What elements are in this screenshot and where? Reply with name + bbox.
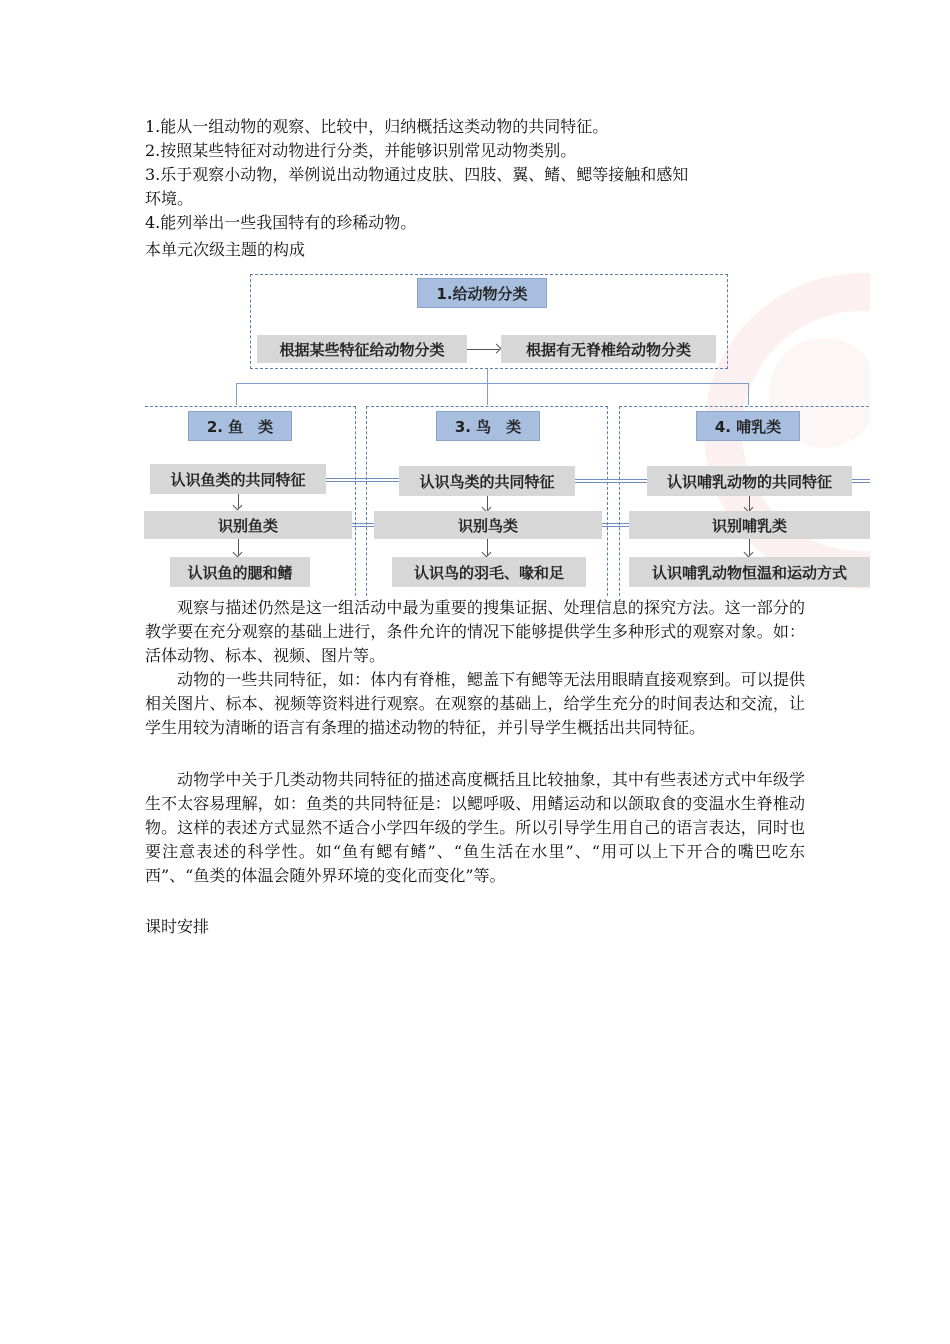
connector-line [236, 383, 237, 405]
objective-4: 4.能列举出一些我国特有的珍稀动物。 [145, 213, 417, 232]
connector-line [748, 383, 749, 405]
objective-3-cont: 环境。 [145, 189, 194, 208]
fish-item-2-label: 识别鱼类 [217, 516, 278, 535]
unit-structure-diagram [144, 263, 870, 596]
down-arrow-icon [238, 494, 239, 508]
objective-2: 2.按照某些特征对动物进行分类，并能够识别常见动物类别。 [145, 141, 577, 160]
mammal-item-1 [647, 466, 852, 496]
mammal-item-1-label: 认识哺乳动物的共同特征 [666, 472, 832, 491]
mammal-title-box [696, 411, 800, 441]
bird-title: 3. 鸟 类 [454, 417, 522, 436]
double-connector [575, 479, 647, 483]
paragraph-zoology: 动物学中关于几类动物共同特征的描述高度概括且比较抽象，其中有些表述方式中年级学生不太容易理解，如：鱼类的共同特征是：以鳃呼吸、用鳍运动和以颌取食的变温水生脊椎动物。这样的表述方式显然不适合小学四年级的学生。所以引导学生用自己的语言表达，同时也要注意表述的科学性。如“鱼有鳃有鳍”、“鱼生活在水里”、“用可以上下开合的嘴巴吃东西”、“鱼类的体温会随外界环境的变化而变化”等。 [145, 770, 805, 885]
down-arrow-icon [487, 539, 488, 555]
objective-3: 3.乐于观察小动物，举例说出动物通过皮肤、四肢、翼、鳍、鳃等接触和感知 [145, 165, 689, 184]
double-connector [352, 523, 374, 527]
top-title: 1.给动物分类 [436, 284, 528, 303]
double-connector [602, 523, 629, 527]
fish-item-1-label: 认识鱼类的共同特征 [170, 470, 306, 489]
bird-item-1-label: 认识鸟类的共同特征 [419, 472, 555, 491]
fish-item-3-label: 认识鱼的腮和鳍 [187, 563, 293, 582]
connector-line [236, 383, 748, 384]
bird-item-3-label: 认识鸟的羽毛、喙和足 [413, 563, 564, 582]
top-title-box [417, 278, 547, 308]
top-right-label: 根据有无脊椎给动物分类 [525, 340, 691, 359]
paragraph-common-features: 动物的一些共同特征，如：体内有脊椎，鳃盖下有鳃等无法用眼睛直接观察到。可以提供相关图片、标本、视频等资料进行观察。在观察的基础上，给学生充分的时间表达和交流，让学生用较为清晰的语言有条理的描述动物的特征，并引导学生概括出共同特征。 [145, 670, 805, 737]
fish-item-3 [170, 557, 310, 587]
down-arrow-icon [238, 539, 239, 555]
fish-title: 2. 鱼 类 [206, 417, 274, 436]
connector-line [487, 369, 488, 383]
double-connector [852, 479, 870, 483]
bird-item-2 [374, 511, 602, 539]
fish-item-1 [150, 464, 326, 494]
objective-1: 1.能从一组动物的观察、比较中，归纳概括这类动物的共同特征。 [145, 117, 609, 136]
down-arrow-icon [487, 496, 488, 510]
fish-item-2 [144, 511, 352, 539]
mammal-title: 4. 哺乳类 [714, 417, 782, 436]
paragraph-observation: 观察与描述仍然是这一组活动中最为重要的搜集证据、处理信息的探究方法。这一部分的教学要在充分观察的基础上进行，条件允许的情况下能够提供学生多种形式的观察对象。如：活体动物、标本、视频、图片等。 [145, 598, 805, 665]
bird-item-1 [399, 466, 575, 496]
bird-item-3 [392, 557, 586, 587]
double-connector [326, 478, 399, 482]
down-arrow-icon [749, 539, 750, 555]
top-left-box [257, 335, 467, 363]
fish-title-box [188, 411, 292, 441]
mammal-item-3 [629, 557, 870, 587]
mammal-item-2-label: 识别哺乳类 [711, 516, 787, 535]
mammal-item-2 [629, 511, 870, 539]
connector-line [487, 383, 488, 405]
top-right-box [501, 335, 716, 363]
right-arrow-icon [467, 349, 499, 350]
bird-title-box [436, 411, 540, 441]
structure-heading: 本单元次级主题的构成 [145, 240, 306, 259]
schedule-heading: 课时安排 [145, 917, 210, 936]
top-left-label: 根据某些特征给动物分类 [279, 340, 445, 359]
down-arrow-icon [749, 496, 750, 510]
mammal-item-3-label: 认识哺乳动物恒温和运动方式 [651, 563, 847, 582]
bird-item-2-label: 识别鸟类 [457, 516, 518, 535]
